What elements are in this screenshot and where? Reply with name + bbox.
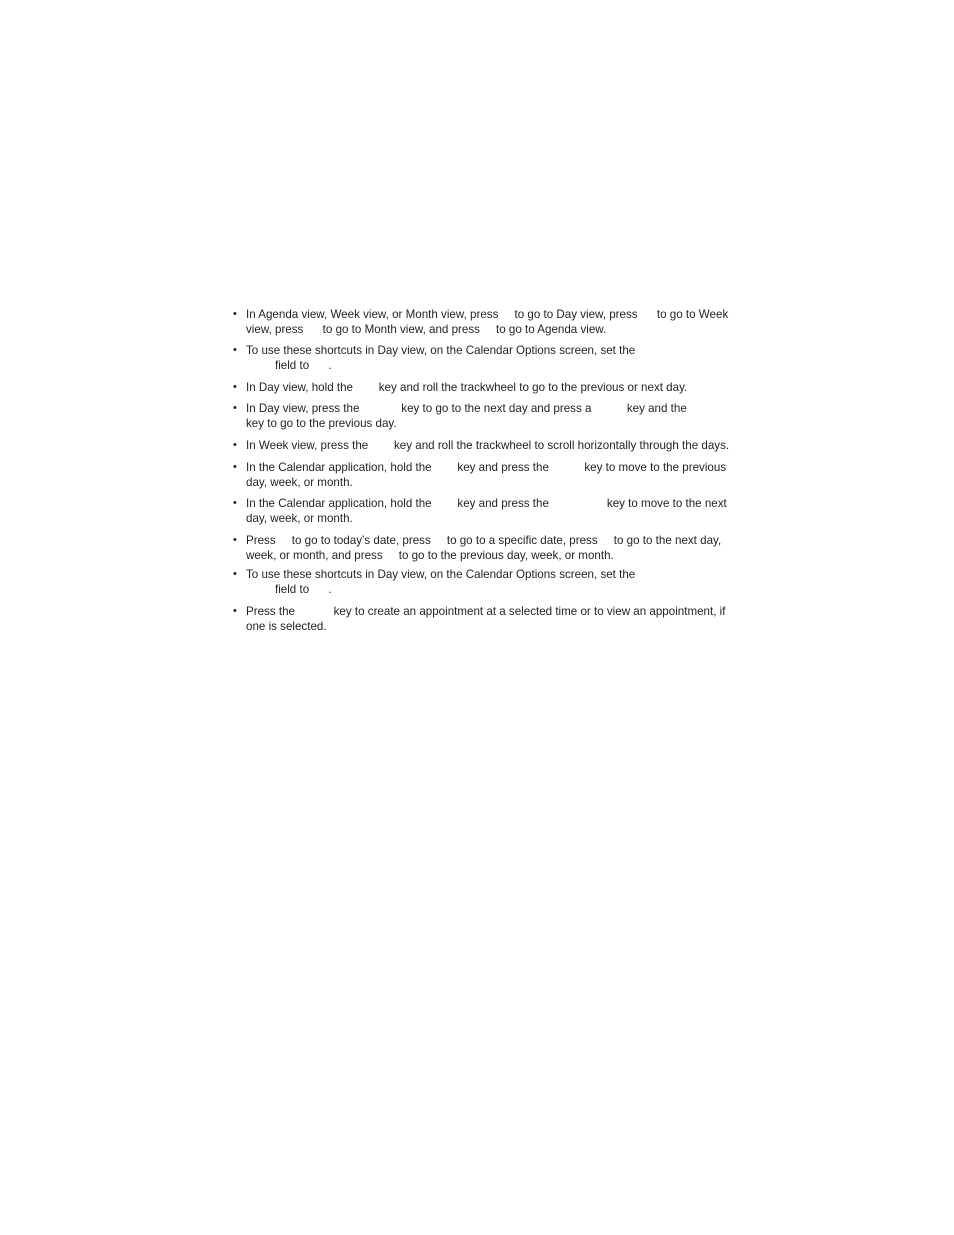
shortcut-item (232, 307, 732, 337)
shortcut-text-line: In Day view, press the key to go to the next day and press a key and the (246, 402, 687, 415)
shortcut-item (232, 380, 732, 395)
shortcut-text-line: To use these shortcuts in Day view, on the Calendar Options screen, set the (246, 568, 636, 581)
shortcut-text-line: In the Calendar application, hold the key and press the key to move to the previous (246, 461, 727, 474)
shortcut-text-line: In the Calendar application, hold the key and press the key to move to the next (246, 497, 727, 510)
shortcut-text-line: In Agenda view, Week view, or Month view, press to go to Day view, press to go to Week (246, 308, 729, 321)
shortcut-text-line: view, press to go to Month view, and press to go to Agenda view. (246, 323, 607, 336)
shortcut-text-line: day, week, or month. (246, 476, 353, 489)
bullet-icon: • (233, 568, 237, 580)
bullet-icon: • (233, 344, 237, 356)
bullet-icon: • (233, 605, 237, 617)
shortcut-item (232, 401, 732, 431)
shortcut-text-line: Press to go to today’s date, press to go to a specific date, press to go to the next day, (246, 534, 722, 547)
shortcut-text-line: one is selected. (246, 620, 327, 633)
shortcut-text-line: Press the key to create an appointment at a selected time or to view an appointment, if (246, 605, 726, 618)
shortcut-item (232, 496, 732, 526)
bullet-icon: • (233, 497, 237, 509)
shortcut-text-line: In Week view, press the key and roll the trackwheel to scroll horizontally through the days. (246, 439, 730, 452)
calendar-shortcuts-list (232, 307, 732, 634)
shortcut-item (232, 343, 732, 373)
shortcut-text-line: key to go to the previous day. (246, 417, 397, 430)
bullet-icon: • (233, 308, 237, 320)
shortcut-item (232, 460, 732, 490)
shortcut-text-line: day, week, or month. (246, 512, 353, 525)
bullet-icon: • (233, 402, 237, 414)
shortcut-text-line: week, or month, and press to go to the previous day, week, or month. (246, 549, 614, 562)
shortcut-item (232, 604, 732, 634)
bullet-icon: • (233, 534, 237, 546)
bullet-icon: • (233, 439, 237, 451)
shortcut-text-line: In Day view, hold the key and roll the trackwheel to go to the previous or next day. (246, 381, 688, 394)
bullet-icon: • (233, 461, 237, 473)
shortcut-text-line: To use these shortcuts in Day view, on the Calendar Options screen, set the (246, 344, 636, 357)
shortcut-text-line: field to . (246, 583, 332, 596)
bullet-icon: • (233, 381, 237, 393)
shortcut-item (232, 533, 732, 563)
shortcut-text-line: field to . (246, 359, 332, 372)
shortcut-item (232, 567, 732, 597)
shortcut-item (232, 438, 732, 453)
